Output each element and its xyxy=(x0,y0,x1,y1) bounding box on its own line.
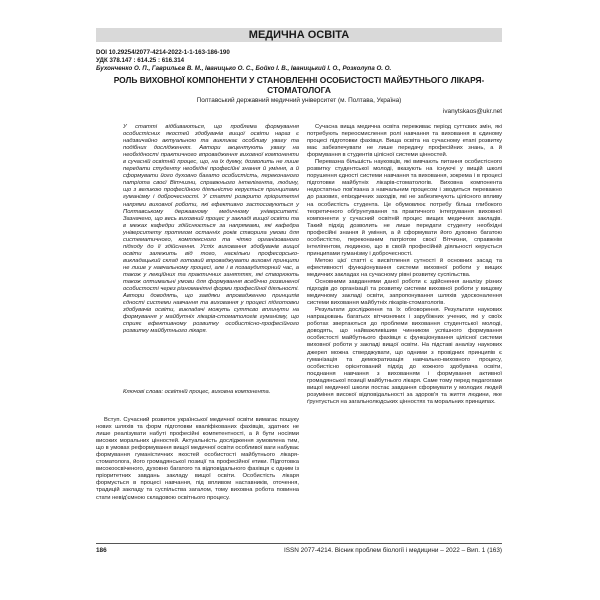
body-paragraph: Результати дослідження та їх обговорення. Результати наукових напрацювань багатьох вітчизняних і зарубіжних учених, які у своїх роботах звертаються до проблеми виховання студентської молоді, доводять, що найважливішим чинником успішного формування особистості майбутнього фахівця є функціонування цілісної системи виховної роботи у закладі вищої освіти. На підставі аналізу наукових джерел можна стверджувати, що одними з провідних принципів є гуманізація та демократизація навчально-виховного процесу, особистісно орієнтований підхід до кожного здобувача освіти, поєднання навчання з вихованням і формування активної громадянської позиції майбутнього лікаря. Саме тому перед педагогами вищої медичної школи постає завдання сформувати у молодих людей розуміння високої відповідальності за здоров'я та життя людини, яке ґрунтується на загальнолюдських цінностях та моральних принципах. xyxy=(307,307,502,405)
page-number: 186 xyxy=(96,547,107,554)
body-paragraph: Основними завданнями даної роботи є здійснення аналізу різних підходів до організації та розвитку системи виховної роботи у вищому медичному закладі освіти, запропонування шляхів удосконалення системи виховання майбутніх лікарів-стоматологів. xyxy=(307,279,502,307)
right-column xyxy=(307,124,502,406)
author-email: ivanytskaos@ukr.net xyxy=(442,108,502,115)
body-paragraph: Метою цієї статті є висвітлення сутності й основних засад та ефективності функціонування системи виховної роботи у вищих медичних закладах на сучасному рівні розвитку суспільства. xyxy=(307,257,502,278)
intro-paragraph: Вступ. Сучасний розвиток української медичної освіти вимагає пошуку нових шляхів та форм підготовки кваліфікованих фахівців, здатних не лише реалізувати набуті професійні компетентності, а й бути носіями високих моральних цінностей. Актуальність дослідження зумовлена тим, що в умовах реформування вищої медичної освіти особливої ваги набуває формування гуманістичних якостей особистості майбутнього лікаря-стоматолога, його громадянської позиції та професійної етики. Підготовка високоосвіченого, духовно багатого та відповідального фахівця є одним із пріоритетних завдань закладу вищої освіти. Особистість лікаря формується в процесі навчання, під впливом наставників, оточення, традицій закладу та суспільства загалом, тому виховна робота повинна стати невід'ємною складовою освітнього процесу. xyxy=(96,417,299,501)
section-title: МЕДИЧНА ОСВІТА xyxy=(248,29,350,41)
article-title: РОЛЬ ВИХОВНОЇ КОМПОНЕНТИ У СТАНОВЛЕННІ ОСОБИСТОСТІ МАЙБУТНЬОГО ЛІКАРЯ-СТОМАТОЛОГА xyxy=(113,75,485,95)
footer-divider xyxy=(96,543,502,544)
keywords: Ключові слова: освітній процес, виховна компонента. xyxy=(123,389,271,395)
authors-line: Бухонченко О. П., Гаврильєв В. М., Іваницько О. С., Бойко І. В., Іваницький І. О., Розколупа О. О. xyxy=(96,65,392,72)
doi-line: DOI 10.29254/2077-4214-2022-1-1-163-186-190 xyxy=(96,49,230,56)
udc-line: УДК 378.147 : 614.25 : 616.314 xyxy=(96,57,185,64)
intro-section xyxy=(96,417,299,502)
affiliation: Полтавський державний медичний університет (м. Полтава, Україна) xyxy=(196,97,402,104)
abstract: У статті відбиваються, що проблема формування особистісних якостей здобувачів вищої освіти нараз є надзвичайно актуальною та викликає особливу увагу та подібних дослідженнях. Автори акцентують увагу на необхідності практичного впровадження виховної компоненти в сучасній освітній процес, що, на їх думку, дозволить не лише передати студенту необхідні професійні знання й уміння, а й сформувати його духовно багато особистість, переконаного патріота своєї Вітчизни, справжнього інтелігента, людину, що з великою професійною діяльністю керується принципами гуманізму і доброчесності. У статті розкрито пріоритетні напрями виховної роботи, які ефективно застосовуються у Полтавському державному медичному університеті. Зазначено, що весь виховний процес у закладі вищої освіти та в межах кафедри здійснюється за напрямами, які кафедра університету протягом останніх років створила умови для систематичного, комплексного та чітко організованого підходу до її здійснення. Успіх виховання здобувачів вищої освіти залежить від того, наскільки професорсько-викладацький склад готовий впроваджувати виховні принципи не лише у навчальному процесі, але і в позааудиторний час, а також у лекційних та практичних заняттях, які створюють також оптимальні умови для формування всебічно розвиненої особистості через різноманітні форми професійної діяльності. Автори доводять, що завдяки впровадженню принципів єдності системи навчання та виховання у процесі підготовки здобувачів освіти, викладачі можуть суттєво вплинути на формування у майбутніх лікарів-стоматологів гуманізму, що сприяє ефективному розвитку особистісно-професійного розвитку майбутнього лікаря. xyxy=(123,124,299,335)
body-paragraph: Сучасна вища медична освіта переживає період суттєвих змін, які потребують переосмислення ролі навчання та виховання в єдиному процесі підготовки фахівця. Вища освіта на сучасному етапі розвитку має забезпечувати не лише передачу професійних знань, а й формування в студентів цілісної системи цінностей. xyxy=(307,124,502,159)
journal-footer: ISSN 2077-4214. Вісник проблем біології і медицини – 2022 – Вип. 1 (163) xyxy=(283,547,502,554)
body-paragraph: Перевазна більшість науковців, які вивчають питання особистісного розвитку студентської молоді, вказують на існуючі у вищій школі порушення єдності системи навчання та виховання, зокрема і в процесі підготовки майбутніх лікарів-стоматологів. Виховна компонента недостатньо пов'язана з навчальним процесом і зводиться переважно до разових, епізодичних заходів, які не забезпечують цілісного впливу на особистість студента. Це обумовлює потребу більш глибокого теоретичного обґрунтування та практичного інтегрування виховної компоненти у сучасний освітній процес вищих медичних закладів. Такий підхід дозволить не лише передати студенту необхідні професійні знання й уміння, а й сформувати його духовно багатою особистістю, переконаним патріотом своєї Вітчизни, справжнім інтелігентом, людиною, що в своїй професійній діяльності керується принципами гуманізму і доброчесності. xyxy=(307,159,502,257)
